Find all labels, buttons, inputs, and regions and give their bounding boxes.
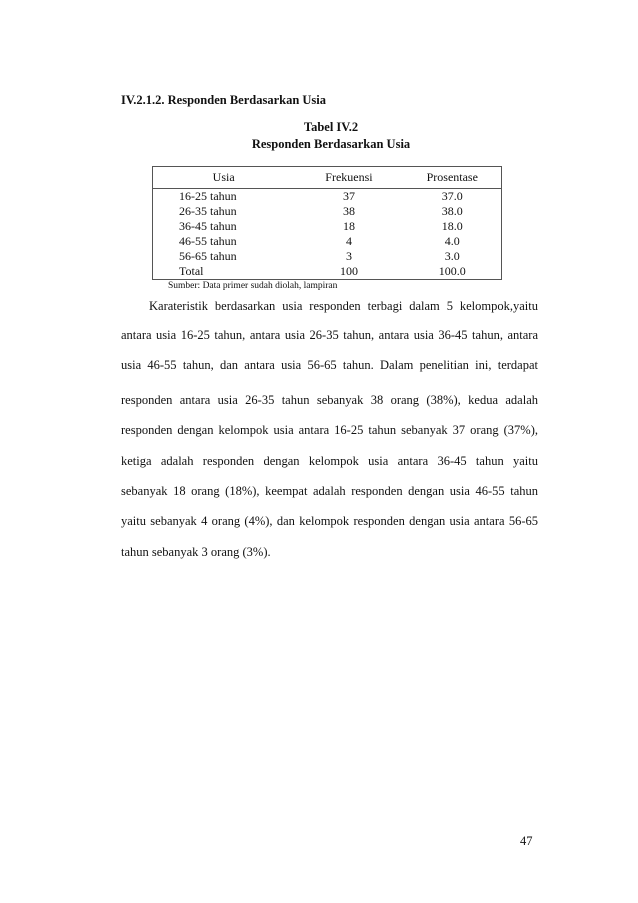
section-heading: IV.2.1.2. Responden Berdasarkan Usia xyxy=(121,93,327,107)
cell-frequency: 37 xyxy=(342,189,355,203)
cell-age-group: 36-45 tahun xyxy=(153,219,295,234)
cell-percentage: 4.0 xyxy=(404,234,502,249)
cell-age-group: 16-25 tahun xyxy=(153,189,295,205)
header-frekuensi: Frekuensi xyxy=(294,167,403,189)
cell-total-percentage: 100.0 xyxy=(404,264,502,280)
table-source-note: Sumber: Data primer sudah diolah, lampiran xyxy=(168,281,338,291)
paragraph-line: antara usia 16-25 tahun, antara usia 26-35 tahun, antara usia 36-45 tahun, antara xyxy=(121,328,538,342)
table-row xyxy=(153,234,502,249)
table-row xyxy=(153,219,502,234)
cell-age-group: 46-55 tahun xyxy=(153,234,295,249)
cell-percentage: 37.0 xyxy=(404,189,502,205)
cell-percentage: 18.0 xyxy=(404,219,502,234)
paragraph-line: yaitu sebanyak 4 orang (4%), dan kelompok responden dengan usia antara 56-65 xyxy=(121,514,538,528)
paragraph-line: ketiga adalah responden dengan kelompok usia antara 36-45 tahun yaitu xyxy=(121,454,538,468)
cell-total-label: Total xyxy=(153,264,295,280)
cell-frequency: 3 xyxy=(345,249,352,263)
table-row xyxy=(153,249,502,264)
header-prosentase: Prosentase xyxy=(404,167,502,189)
cell-age-group: 26-35 tahun xyxy=(153,204,295,219)
paragraph-line: responden dengan kelompok usia antara 16-25 tahun sebanyak 37 orang (37%), xyxy=(121,423,538,437)
cell-percentage: 3.0 xyxy=(404,249,502,264)
cell-age-group: 56-65 tahun xyxy=(153,249,295,264)
paragraph-line: usia 46-55 tahun, dan antara usia 56-65 tahun. Dalam penelitian ini, terdapat xyxy=(121,358,538,372)
age-distribution-table xyxy=(152,166,502,280)
table-caption-number: Tabel IV.2 xyxy=(303,120,359,134)
cell-total-frequency: 100 xyxy=(294,264,403,280)
cell-frequency: 38 xyxy=(342,204,355,218)
cell-frequency: 4 xyxy=(345,234,352,248)
table-caption-title: Responden Berdasarkan Usia xyxy=(251,137,411,151)
page-number: 47 xyxy=(520,834,533,848)
cell-percentage: 38.0 xyxy=(404,204,502,219)
table-row xyxy=(153,204,502,219)
paragraph-line: sebanyak 18 orang (18%), keempat adalah responden dengan usia 46-55 tahun xyxy=(121,484,538,498)
cell-frequency: 18 xyxy=(342,219,355,233)
paragraph-line: responden antara usia 26-35 tahun sebanyak 38 orang (38%), kedua adalah xyxy=(121,393,538,407)
header-usia: Usia xyxy=(153,167,295,189)
table-row xyxy=(153,189,502,205)
paragraph-line: Karateristik berdasarkan usia responden terbagi dalam 5 kelompok,yaitu xyxy=(149,299,538,313)
table-total-row xyxy=(153,264,502,280)
paragraph-line: tahun sebanyak 3 orang (3%). xyxy=(121,545,271,559)
table-header-row xyxy=(153,167,502,189)
